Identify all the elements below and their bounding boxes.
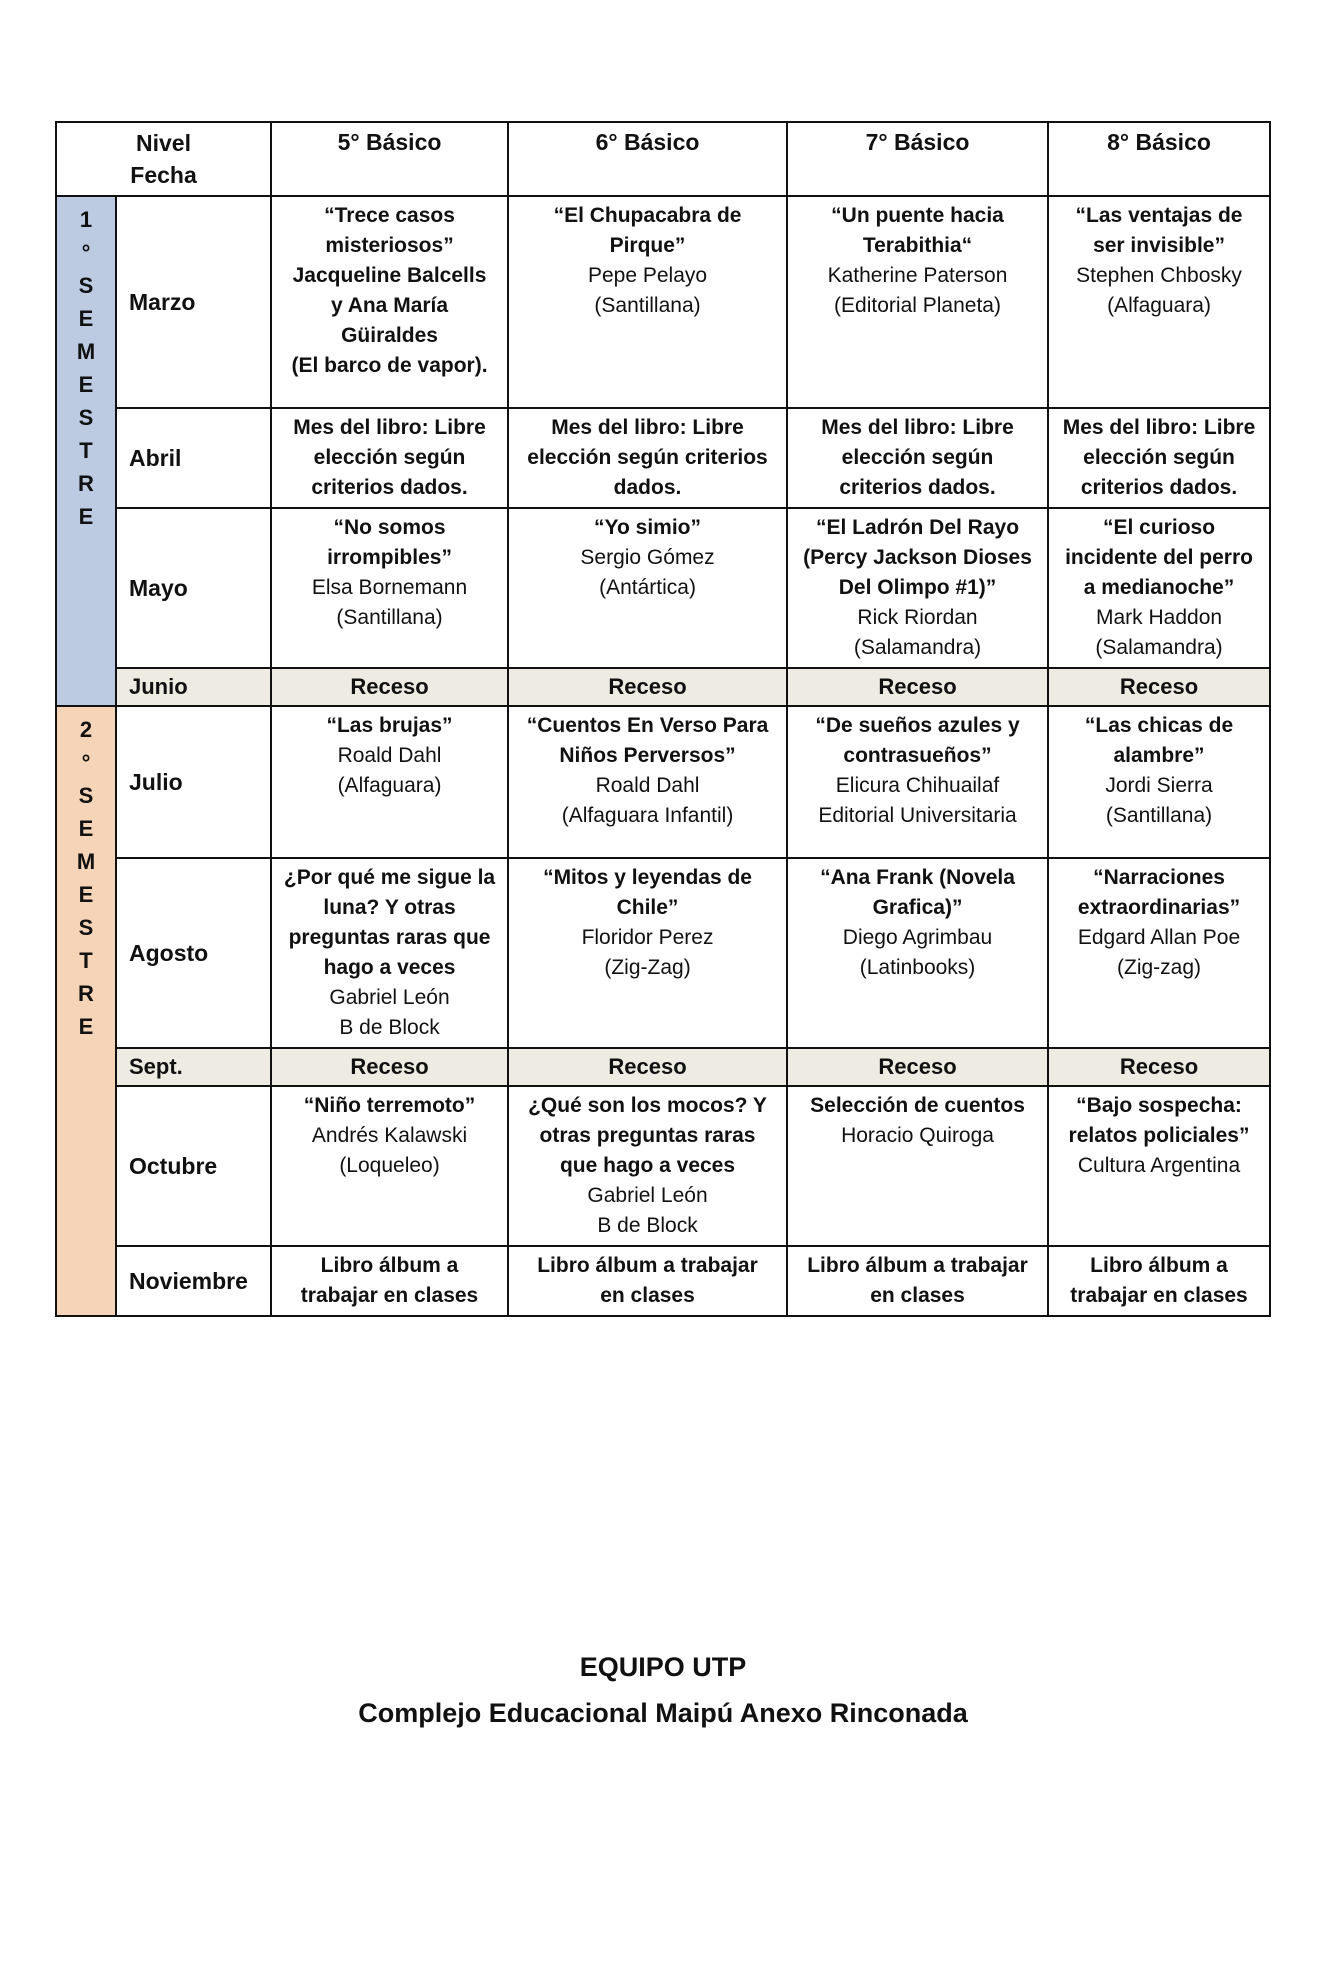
book-detail-line: (Alfaguara Infantil) [561,804,734,827]
book-title-line: Receso [350,674,429,699]
book-title-line: Pirque” [609,234,686,257]
book-detail-line: Cultura Argentina [1077,1154,1241,1177]
book-detail-line: B de Block [339,1016,440,1039]
book-title-line: preguntas raras que [288,926,491,949]
book-title-line: criterios dados. [311,476,468,499]
book-title-line: luna? Y otras [323,896,456,919]
book-detail-line: (Zig-Zag) [604,956,691,979]
semester-letter: E [78,306,94,331]
book-detail-line: Rick Riordan [857,606,978,629]
book-title-line: dados. [613,476,682,499]
book-cell [508,706,787,858]
book-title-line: ¿Por qué me sigue la [283,866,496,889]
header-fecha: Fecha [130,162,197,188]
book-detail-line: Roald Dahl [595,774,700,797]
book-cell [508,668,787,706]
book-title-line: “Yo simio” [594,516,701,539]
book-cell [508,1048,787,1086]
header-level-6: 6° Básico [508,122,787,196]
book-title-line: “Las ventajas de [1075,204,1243,227]
book-detail-line: (Loqueleo) [339,1154,440,1177]
semester-letter: 1 [79,207,93,232]
book-title-line: relatos policiales” [1068,1124,1250,1147]
book-title-line: “Trece casos [324,204,455,227]
book-cell [508,1086,787,1246]
book-cell [271,706,508,858]
book-cell [787,196,1048,408]
book-detail-line: Elicura Chihuailaf [835,774,1000,797]
header-row [56,122,1270,196]
book-title-line: “El Chupacabra de [553,204,742,227]
semester-letter: S [78,405,94,430]
book-detail-line: (Santillana) [1105,804,1213,827]
book-detail-line: Floridor Perez [581,926,714,949]
book-title-line: elección según [841,446,994,469]
month-label: Octubre [116,1086,271,1246]
row-noviembre [56,1246,1270,1316]
book-cell [787,668,1048,706]
book-title-line: “Las brujas” [326,714,453,737]
book-title-line: Libro álbum a [1090,1254,1228,1277]
book-title-line: Receso [878,674,957,699]
book-title-line: Mes del libro: Libre [551,416,744,439]
book-title-line: Libro álbum a trabajar [807,1254,1028,1277]
book-cell [271,408,508,508]
book-detail-line: (Editorial Planeta) [834,294,1001,317]
book-title-line: misteriosos” [325,234,454,257]
book-title-line: Mes del libro: Libre [293,416,486,439]
book-cell [271,1048,508,1086]
book-detail-line: Katherine Paterson [827,264,1008,287]
book-detail-line: (Alfaguara) [1107,294,1211,317]
book-title-line: “El curioso [1103,516,1216,539]
book-cell [508,1246,787,1316]
semester-letter: S [78,915,94,940]
semester-letter: E [78,372,94,397]
book-cell [1048,706,1270,858]
row-marzo [56,196,1270,408]
book-detail-line: Andrés Kalawski [311,1124,468,1147]
book-title-line: contrasueños” [843,744,992,767]
row-octubre [56,1086,1270,1246]
book-title-line: Receso [1119,1054,1199,1079]
header-nivel-fecha [56,122,271,196]
book-title-line: Grafica)” [872,896,963,919]
semester-letter: ° [81,240,91,265]
book-detail-line: Mark Haddon [1095,606,1223,629]
book-cell [1048,1086,1270,1246]
book-detail-line: Edgard Allan Poe [1077,926,1241,949]
book-cell [1048,196,1270,408]
book-title-line: “Un puente hacia [831,204,1004,227]
book-title-line: criterios dados. [839,476,996,499]
book-cell [271,508,508,668]
row-mayo [56,508,1270,668]
book-cell [787,508,1048,668]
book-cell [787,706,1048,858]
book-title-line: Niños Perversos” [559,744,736,767]
footer-school: Complejo Educacional Maipú Anexo Rinconada [358,1698,968,1728]
book-title-line: elección según [313,446,466,469]
semester-letter: M [76,339,96,364]
book-cell [1048,508,1270,668]
row-julio [56,706,1270,858]
book-title-line: “Las chicas de [1084,714,1234,737]
book-title-line: Terabithia“ [862,234,973,257]
book-detail-line: Elsa Bornemann [311,576,468,599]
book-detail-line: (Santillana) [336,606,443,629]
book-title-line: “De sueños azules y [815,714,1020,737]
book-title-line: hago a veces [323,956,456,979]
semester-1-label [56,196,116,706]
book-title-line: Libro álbum a trabajar [537,1254,758,1277]
book-title-line: Receso [878,1054,957,1079]
semester-letter: M [76,849,96,874]
month-label: Agosto [116,858,271,1048]
book-detail-line: (Salamandra) [1095,636,1223,659]
book-cell [508,508,787,668]
book-title-line: Receso [608,674,687,699]
book-title-line: alambre” [1113,744,1205,767]
book-title-line: trabajar en clases [300,1284,479,1307]
month-label: Julio [116,706,271,858]
book-title-line: Mes del libro: Libre [821,416,1014,439]
book-title-line: Güiraldes [341,324,438,347]
book-title-line: “Bajo sospecha: [1076,1094,1242,1117]
book-title-line: elección según criterios [527,446,768,469]
book-title-line: Jacqueline Balcells [292,264,487,287]
book-title-line: a medianoche” [1083,576,1235,599]
book-detail-line: (Antártica) [599,576,696,599]
header-level-8: 8° Básico [1048,122,1270,196]
book-detail-line: Sergio Gómez [580,546,715,569]
book-cell [1048,408,1270,508]
reading-plan-table [55,121,1271,1317]
book-detail-line: (Santillana) [594,294,701,317]
semester-letter: 2 [79,717,93,742]
book-cell [787,858,1048,1048]
row-sept [56,1048,1270,1086]
book-detail-line: Gabriel León [329,986,450,1009]
book-detail-line: (Salamandra) [853,636,982,659]
book-title-line: (El barco de vapor). [291,354,488,377]
book-title-line: “El Ladrón Del Rayo [815,516,1020,539]
book-cell [1048,1246,1270,1316]
book-detail-line: Gabriel León [587,1184,708,1207]
book-cell [271,1086,508,1246]
month-label: Sept. [116,1048,271,1086]
book-cell [508,408,787,508]
book-title-line: “Cuentos En Verso Para [526,714,769,737]
semester-letter: R [78,471,94,496]
book-detail-line: Diego Agrimbau [842,926,993,949]
header-nivel: Nivel [136,130,191,156]
book-title-line: trabajar en clases [1070,1284,1248,1307]
semester-letter: T [79,438,93,463]
book-title-line: ser invisible” [1093,234,1225,257]
book-cell [1048,858,1270,1048]
month-label: Abril [116,408,271,508]
semester-letter: E [78,504,94,529]
month-label: Noviembre [116,1246,271,1316]
book-title-line: Chile” [616,896,679,919]
semester-letter: ° [81,750,91,775]
book-title-line: elección según [1083,446,1235,469]
footer-team: EQUIPO UTP [579,1652,747,1682]
book-title-line: “Mitos y leyendas de [543,866,752,889]
book-title-line: Receso [350,1054,429,1079]
book-title-line: Del Olimpo #1)” [838,576,997,599]
book-detail-line: B de Block [597,1214,698,1237]
header-level-5: 5° Básico [271,122,508,196]
book-detail-line: Horacio Quiroga [841,1124,994,1147]
semester-letter: T [79,948,93,973]
book-cell [271,196,508,408]
row-abril [56,408,1270,508]
book-title-line: criterios dados. [1080,476,1238,499]
semester-letter: S [78,273,94,298]
book-title-line: “No somos [333,516,446,539]
book-detail-line: (Alfaguara) [337,774,442,797]
book-cell [1048,668,1270,706]
book-title-line: Receso [1119,674,1199,699]
book-cell [1048,1048,1270,1086]
book-title-line: Selección de cuentos [810,1094,1025,1117]
book-title-line: “Niño terremoto” [303,1094,476,1117]
book-detail-line: (Latinbooks) [859,956,976,979]
book-detail-line: Stephen Chbosky [1076,264,1242,287]
semester-2-label [56,706,116,1316]
book-detail-line: Jordi Sierra [1105,774,1213,797]
semester-letter: R [78,981,94,1006]
book-cell [271,668,508,706]
book-detail-line: Editorial Universitaria [818,804,1017,827]
semester-letter: E [78,1014,94,1039]
book-title-line: y Ana María [330,294,449,317]
book-cell [787,1048,1048,1086]
book-title-line: incidente del perro [1065,546,1253,569]
month-label: Mayo [116,508,271,668]
semester-letter: S [78,783,94,808]
book-cell [271,858,508,1048]
book-cell [508,858,787,1048]
book-detail-line: (Zig-zag) [1117,956,1202,979]
month-label: Junio [116,668,271,706]
row-agosto [56,858,1270,1048]
book-title-line: en clases [870,1284,965,1307]
book-title-line: (Percy Jackson Dioses [803,546,1032,569]
semester-letter: E [78,816,94,841]
row-junio [56,668,1270,706]
book-title-line: extraordinarias” [1077,896,1241,919]
book-title-line: ¿Qué son los mocos? Y [528,1094,767,1117]
book-cell [508,196,787,408]
book-cell [787,1246,1048,1316]
book-cell [787,1086,1048,1246]
book-title-line: en clases [600,1284,695,1307]
book-title-line: “Ana Frank (Novela [820,866,1015,889]
book-title-line: irrompibles” [327,546,452,569]
book-title-line: Receso [608,1054,687,1079]
book-title-line: que hago a veces [559,1154,736,1177]
book-detail-line: Pepe Pelayo [587,264,708,287]
book-title-line: “Narraciones [1093,866,1225,889]
book-detail-line: Roald Dahl [337,744,442,767]
book-title-line: Libro álbum a [320,1254,459,1277]
book-title-line: Mes del libro: Libre [1062,416,1256,439]
book-cell [271,1246,508,1316]
book-title-line: otras preguntas raras [539,1124,756,1147]
book-cell [787,408,1048,508]
month-label: Marzo [116,196,271,408]
header-level-7: 7° Básico [787,122,1048,196]
semester-letter: E [78,882,94,907]
